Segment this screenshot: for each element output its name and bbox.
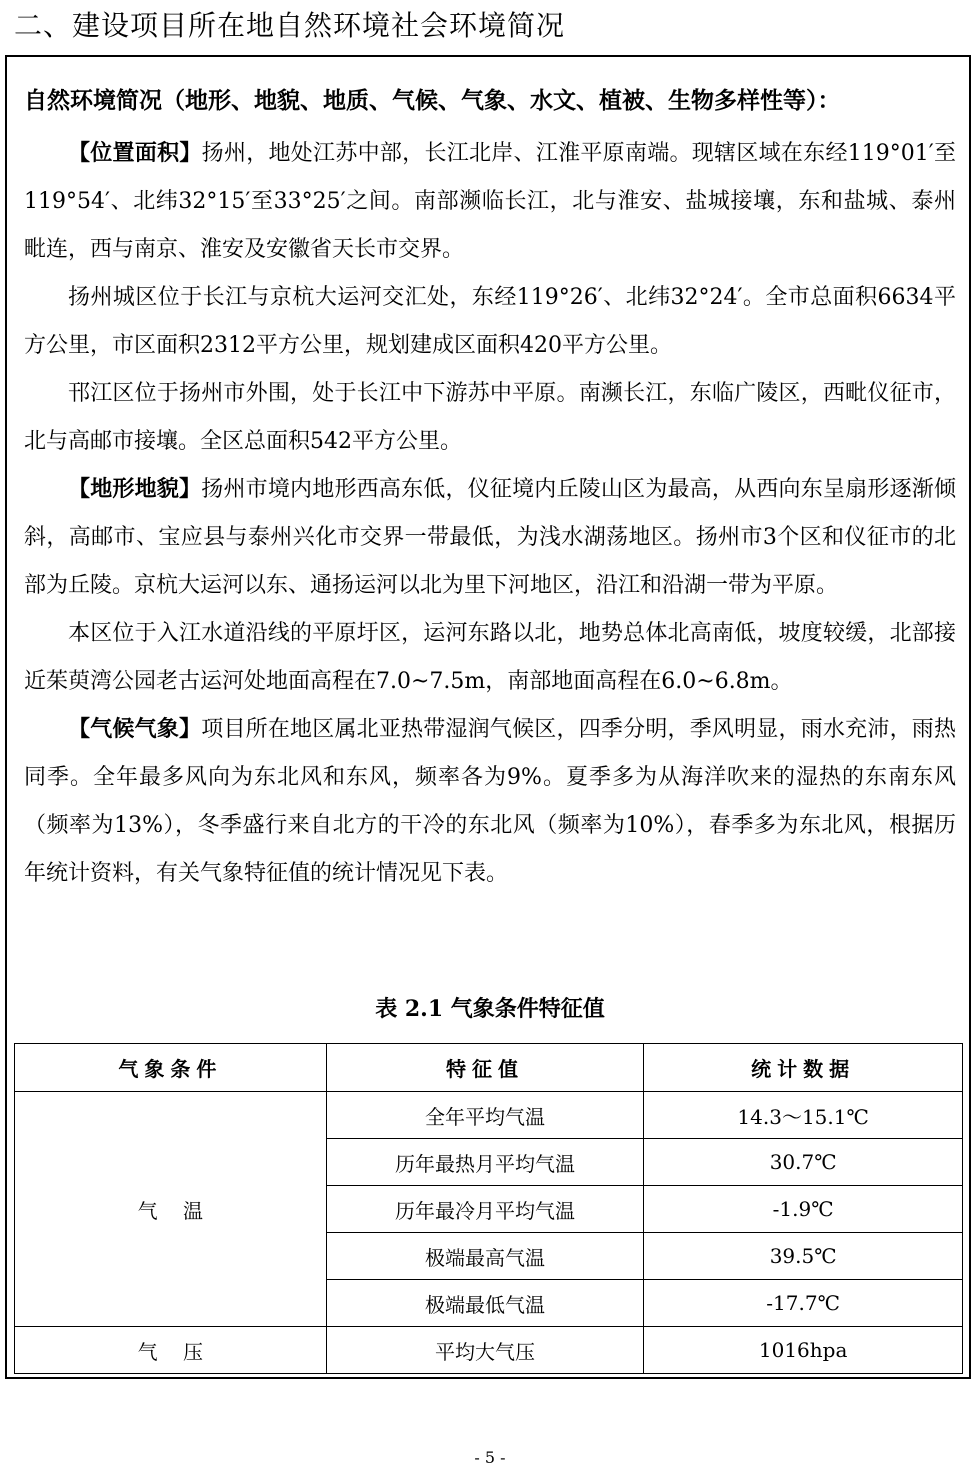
paragraph-label: 【位置面积】 — [68, 141, 202, 166]
paragraph-text: 本区位于入江水道沿线的平原圩区，运河东路以北，地势总体北高南低，坡度较缓，北部接近茱萸湾公园老古运河处地面高程在7.0~7.5m，南部地面高程在6.0~6.8m。 — [24, 621, 956, 694]
paragraph-label: 【气候气象】 — [68, 717, 202, 742]
table-row — [15, 1092, 963, 1139]
paragraph-text: 扬州，地处江苏中部，长江北岸、江淮平原南端。现辖区域在东经119°01′至119°54′、北纬32°15′至33°25′之间。南部濒临长江，北与淮安、盐城接壤，东和盐城、泰州毗连，西与南京、淮安及安徽省天长市交界。 — [24, 141, 956, 262]
paragraph-elevation — [24, 610, 956, 706]
paragraph-text: 扬州市境内地形西高东低，仪征境内丘陵山区为最高，从西向东呈扇形逐渐倾斜，高邮市、宝应县与泰州兴化市交界一带最低，为浅水湖荡地区。扬州市3个区和仪征市的北部为丘陵。京杭大运河以东、通扬运河以北为里下河地区，沿江和沿湖一带为平原。 — [24, 477, 956, 598]
value-cell: 1016hpa — [644, 1327, 963, 1374]
value-cell: 30.7℃ — [644, 1139, 963, 1186]
feature-cell: 历年最热月平均气温 — [326, 1139, 644, 1186]
feature-cell: 历年最冷月平均气温 — [326, 1186, 644, 1233]
section-heading: 自然环境简况（地形、地貌、地质、气候、气象、水文、植被、生物多样性等）： — [24, 88, 841, 114]
paragraph-text: 邗江区位于扬州市外围，处于长江中下游苏中平原。南濒长江，东临广陵区，西毗仪征市，北与高邮市接壤。全区总面积542平方公里。 — [24, 381, 956, 454]
feature-cell: 极端最低气温 — [326, 1280, 644, 1327]
feature-cell: 平均大气压 — [326, 1327, 644, 1374]
value-cell: 39.5℃ — [644, 1233, 963, 1280]
table-header-row — [15, 1044, 963, 1092]
table-caption: 表 2.1 气象条件特征值 — [375, 996, 605, 1022]
body-text — [24, 130, 956, 898]
value-cell: -17.7℃ — [644, 1280, 963, 1327]
table-row — [15, 1327, 963, 1374]
paragraph-text: 项目所在地区属北亚热带湿润气候区，四季分明，季风明显，雨水充沛，雨热同季。全年最多风向为东北风和东风，频率各为9%。夏季多为从海洋吹来的湿热的东南东风（频率为13%），冬季盛行来自北方的干冷的东北风（频率为10%），春季多为东北风，根据历年统计资料，有关气象特征值的统计情况见下表。 — [24, 717, 956, 886]
value-cell: 14.3～15.1℃ — [644, 1092, 963, 1139]
paragraph-text: 扬州城区位于长江与京杭大运河交汇处，东经119°26′、北纬32°24′。全市总面积6634平方公里，市区面积2312平方公里，规划建成区面积420平方公里。 — [24, 285, 956, 358]
meteorology-table — [14, 1043, 963, 1374]
condition-pressure: 气 压 — [15, 1327, 327, 1374]
value-cell: -1.9℃ — [644, 1186, 963, 1233]
paragraph-climate — [24, 706, 956, 898]
header-feature: 特征值 — [326, 1044, 644, 1092]
paragraph-city-area — [24, 274, 956, 370]
condition-temperature: 气 温 — [15, 1092, 327, 1327]
page-number: - 5 - — [474, 1448, 506, 1467]
feature-cell: 极端最高气温 — [326, 1233, 644, 1280]
paragraph-hanjiang — [24, 370, 956, 466]
page-heading: 二、建设项目所在地自然环境社会环境简况 — [14, 9, 566, 42]
paragraph-label: 【地形地貌】 — [68, 477, 202, 502]
header-value: 统计数据 — [644, 1044, 963, 1092]
header-condition: 气象条件 — [15, 1044, 327, 1092]
paragraph-location — [24, 130, 956, 274]
feature-cell: 全年平均气温 — [326, 1092, 644, 1139]
paragraph-terrain — [24, 466, 956, 610]
